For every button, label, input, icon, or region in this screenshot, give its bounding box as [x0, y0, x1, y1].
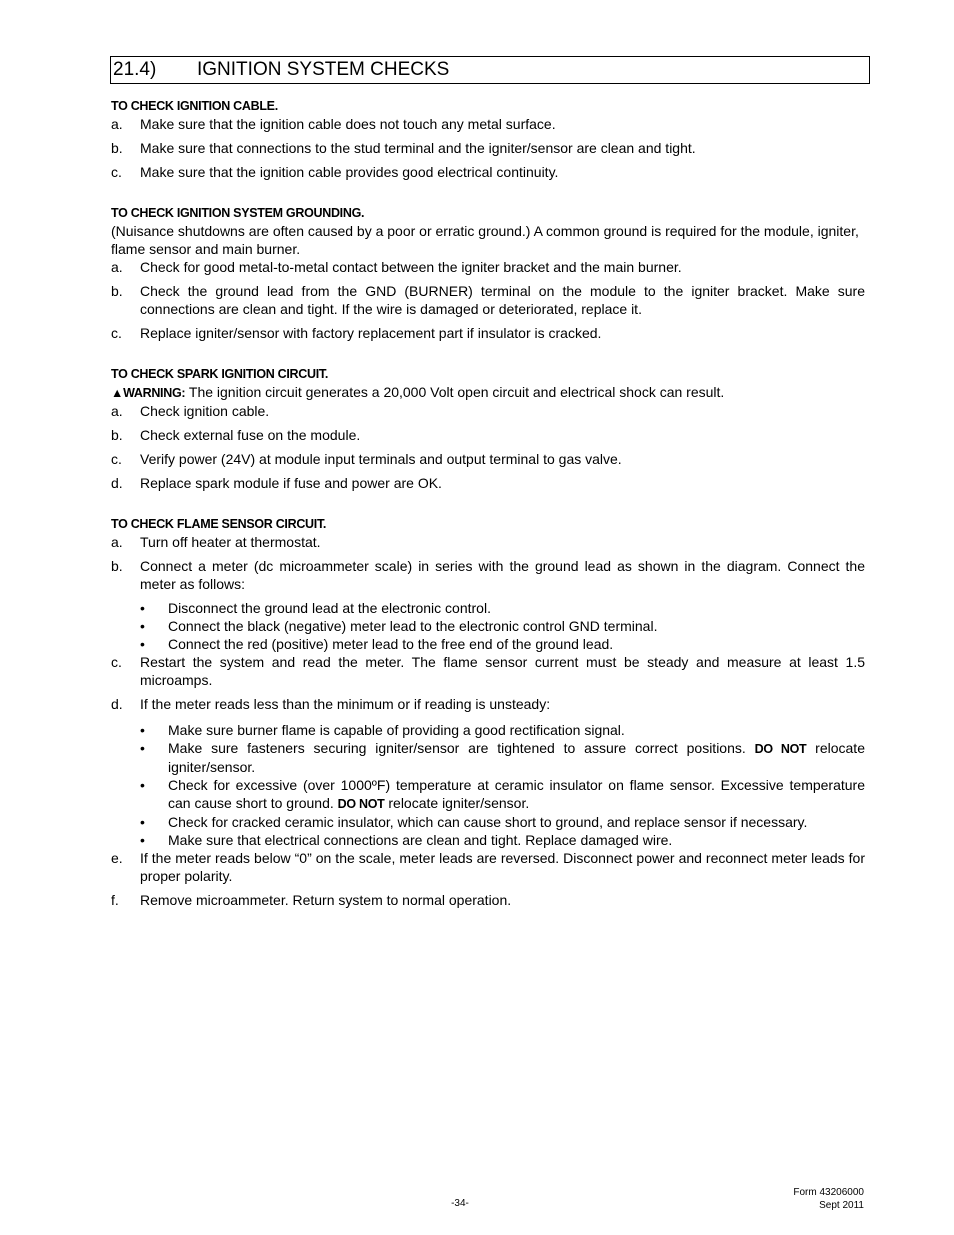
- bullet-item: • Make sure burner flame is capable of providing a good rectification signal.: [140, 722, 625, 738]
- section-spark-ignition: [111, 366, 865, 492]
- list-item: a. Check ignition cable.: [111, 403, 270, 419]
- section-ignition-cable: [111, 98, 865, 181]
- bullet-item: • Connect the red (positive) meter lead to the free end of the ground lead.: [140, 636, 614, 652]
- list-item: b. Check the ground lead from the GND (BURNER) terminal on the module to the igniter bracket. Make sure connections are clean and tight. If the wire is damaged or deteriorated, replace it.: [111, 283, 865, 317]
- bullet-icon: •: [140, 740, 145, 756]
- list-item: a. Check for good metal-to-metal contact between the igniter bracket and the main burner.: [111, 259, 682, 275]
- section-heading: TO CHECK IGNITION CABLE.: [111, 99, 278, 113]
- section-intro: (Nuisance shutdowns are often caused by a poor or erratic ground.) A common ground is required for the module, igniter, flame sensor and main burner.: [111, 223, 859, 257]
- list-item: c. Make sure that the ignition cable provides good electrical continuity.: [111, 164, 559, 180]
- form-number: Form 43206000: [793, 1187, 864, 1198]
- bullet-icon: •: [140, 777, 145, 793]
- bullet-item: • Make sure that electrical connections are clean and tight. Replace damaged wire.: [140, 832, 673, 848]
- bullet-list: [140, 599, 865, 653]
- list-item: e. If the meter reads below “0” on the scale, meter leads are reversed. Disconnect power and reconnect meter leads for proper polarity.: [111, 850, 865, 884]
- bullet-item: • Check for cracked ceramic insulator, which can cause short to ground, and replace sensor if necessary.: [140, 814, 808, 830]
- section-heading: TO CHECK SPARK IGNITION CIRCUIT.: [111, 367, 329, 381]
- bullet-icon: •: [140, 814, 145, 830]
- section-title: [110, 56, 870, 84]
- content: [111, 98, 865, 915]
- bullet-icon: •: [140, 600, 145, 616]
- section-heading: TO CHECK FLAME SENSOR CIRCUIT.: [111, 517, 327, 531]
- warning-icon: ▲WARNING:: [111, 386, 186, 400]
- list-item: b. Connect a meter (dc microammeter scale) in series with the ground lead as shown in the diagram. Connect the meter as follows: • Disconnect the ground lead at the electronic control. • Connect the black (negative) meter lead to the electronic control GND terminal. • Connect the red (positive) meter lead to the free end of the ground lead.: [111, 558, 865, 652]
- list-item: a. Make sure that the ignition cable does not touch any metal surface.: [111, 116, 556, 132]
- bullet-list: [140, 721, 865, 849]
- bullet-item: • Connect the black (negative) meter lead to the electronic control GND terminal.: [140, 618, 658, 634]
- list-item: c. Replace igniter/sensor with factory replacement part if insulator is cracked.: [111, 325, 602, 341]
- section-number: 21.4): [113, 59, 157, 80]
- list-item: c. Restart the system and read the meter. The flame sensor current must be steady and measure at least 1.5 microamps.: [111, 654, 865, 688]
- list-item: b. Make sure that connections to the stud terminal and the igniter/sensor are clean and tight.: [111, 140, 696, 156]
- form-info: [793, 1186, 864, 1212]
- list-item: b. Check external fuse on the module.: [111, 427, 361, 443]
- section-title-text: IGNITION SYSTEM CHECKS: [197, 59, 450, 80]
- bullet-icon: •: [140, 722, 145, 738]
- bullet-item: • Disconnect the ground lead at the electronic control.: [140, 600, 491, 616]
- page-number: -34-: [451, 1198, 469, 1209]
- list-item: a. Turn off heater at thermostat.: [111, 534, 321, 550]
- bullet-item: • Check for excessive (over 1000ºF) temperature at ceramic insulator on flame sensor. Excessive temperature can cause short to ground. DO NOT relocate igniter/sensor.: [140, 777, 865, 811]
- section-heading: TO CHECK IGNITION SYSTEM GROUNDING.: [111, 206, 365, 220]
- list-item: c. Verify power (24V) at module input terminals and output terminal to gas valve.: [111, 451, 622, 467]
- list-item: d. If the meter reads less than the minimum or if reading is unsteady: • Make sure burner flame is capable of providing a good rectification signal. • Make sure fasteners securing igniter/sensor are tightened to assure correct positions. DO NOT relocate igniter/sensor. • Check for excessive (over 1000ºF) temperature at ceramic insulator on flame sensor. Excessive temperature can cause short to ground. DO NOT relocate igniter/sensor. • Check for cracked ceramic insulator, which can cause short to ground, and replace sensor if necessary. • Make sure that electrical connections are clean and tight. Replace damaged wire.: [111, 696, 865, 848]
- form-date: Sept 2011: [819, 1200, 864, 1211]
- warning-note: ▲WARNING: The ignition circuit generates a 20,000 Volt open circuit and electrical shock can result.: [111, 384, 725, 400]
- list-item: f. Remove microammeter. Return system to normal operation.: [111, 892, 512, 908]
- section-grounding: [111, 205, 865, 342]
- bullet-icon: •: [140, 636, 145, 652]
- bullet-icon: •: [140, 832, 145, 848]
- list-item: d. Replace spark module if fuse and power are OK.: [111, 475, 442, 491]
- bullet-item: • Make sure fasteners securing igniter/sensor are tightened to assure correct positions. DO NOT relocate igniter/sensor.: [140, 740, 865, 775]
- bullet-icon: •: [140, 618, 145, 634]
- section-flame-sensor: [111, 516, 865, 909]
